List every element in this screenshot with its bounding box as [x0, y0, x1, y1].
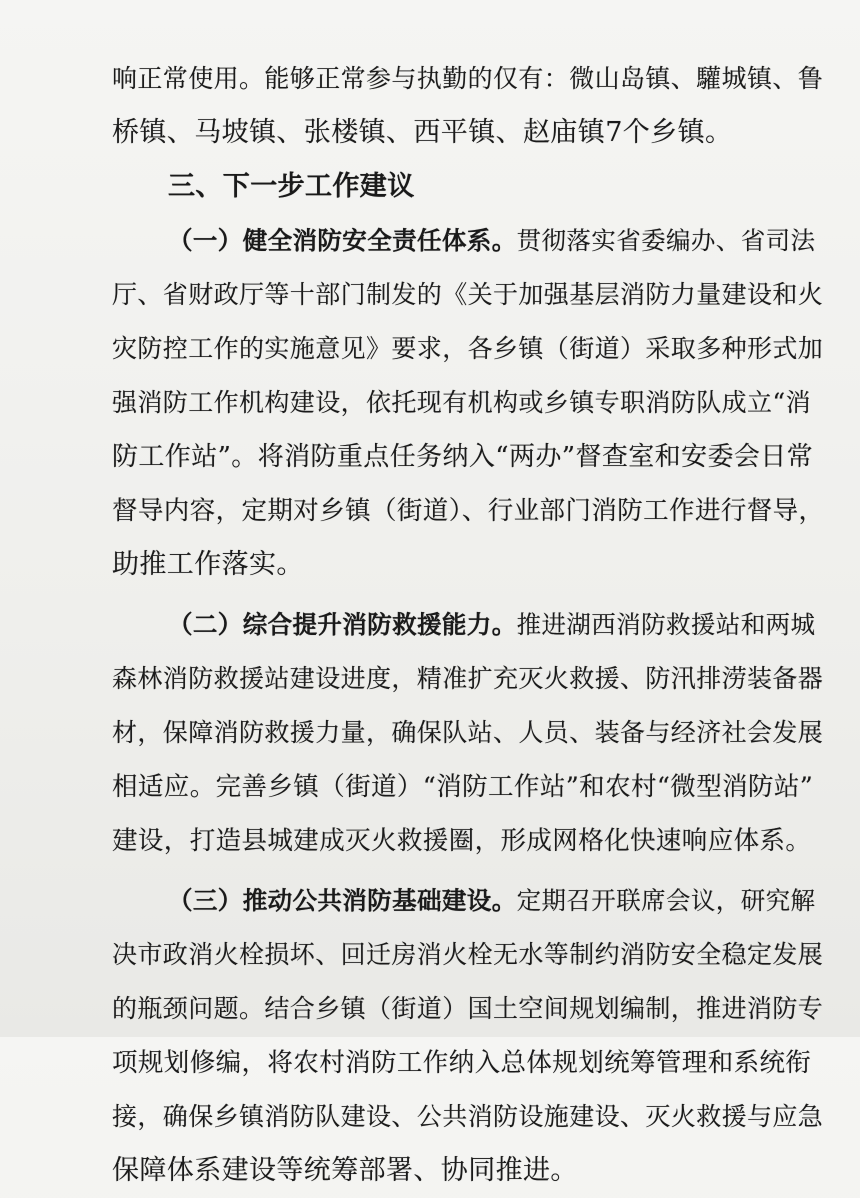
text-line: 督导内容，定期对乡镇（街道）、行业部门消防工作进行督导， — [112, 496, 825, 526]
text-line: 决市政消火栓损坏、回迁房消火栓无水等制约消防安全稳定发展 — [112, 940, 824, 969]
text-line: 森林消防救援站建设进度，精准扩充灭火救援、防汛排涝装备器 — [112, 664, 824, 693]
text-span: 贯彻落实省委编办、省司法 — [516, 226, 816, 255]
text-line: 保障体系建设等统筹部署、协同推进。 — [112, 1155, 578, 1186]
section-heading: 三、下一步工作建议 — [168, 171, 415, 202]
text-span: 定期召开联席会议，研究解 — [516, 886, 816, 915]
paragraph-first-line — [112, 598, 820, 652]
text-line: 相适应。完善乡镇（街道）“消防工作站”和农村“微型消防站” — [112, 772, 814, 802]
text-line: 桥镇、马坡镇、张楼镇、西平镇、赵庙镇7个乡镇。 — [112, 117, 733, 148]
subsection-title: （二）综合提升消防救援能力。 — [168, 610, 517, 639]
text-line: 的瓶颈问题。结合乡镇（街道）国土空间规划编制，推进消防专 — [112, 994, 824, 1023]
paragraph-first-line — [112, 214, 820, 268]
text-line: 灾防控工作的实施意见》要求，各乡镇（街道）采取多种形式加 — [112, 334, 824, 363]
text-line: 响正常使用。能够正常参与执勤的仅有：微山岛镇、驩城镇、鲁 — [112, 64, 824, 93]
subsection-title: （一）健全消防安全责任体系。 — [168, 226, 517, 255]
text-line: 项规划修编，将农村消防工作纳入总体规划统筹管理和系统衔 — [112, 1048, 812, 1078]
text-line: 助推工作落实。 — [112, 549, 304, 580]
text-line: 建设，打造县城建成灭火救援圈，形成网格化快速响应体系。 — [112, 826, 812, 856]
paragraph-first-line — [112, 874, 820, 928]
text-line: 材，保障消防救援力量，确保队站、人员、装备与经济社会发展 — [112, 718, 824, 747]
text-span: 推进湖西消防救援站和两城 — [516, 610, 816, 639]
text-line: 强消防工作机构建设，依托现有机构或乡镇专职消防队成立“消 — [112, 388, 811, 417]
subsection-title: （三）推动公共消防基础建设。 — [168, 886, 517, 915]
text-line: 厅、省财政厅等十部门制发的《关于加强基层消防力量建设和火 — [112, 280, 824, 309]
text-line: 防工作站”。将消防重点任务纳入“两办”督查室和安委会日常 — [112, 442, 814, 472]
text-line: 接，确保乡镇消防队建设、公共消防设施建设、灭火救援与应急 — [112, 1102, 824, 1131]
